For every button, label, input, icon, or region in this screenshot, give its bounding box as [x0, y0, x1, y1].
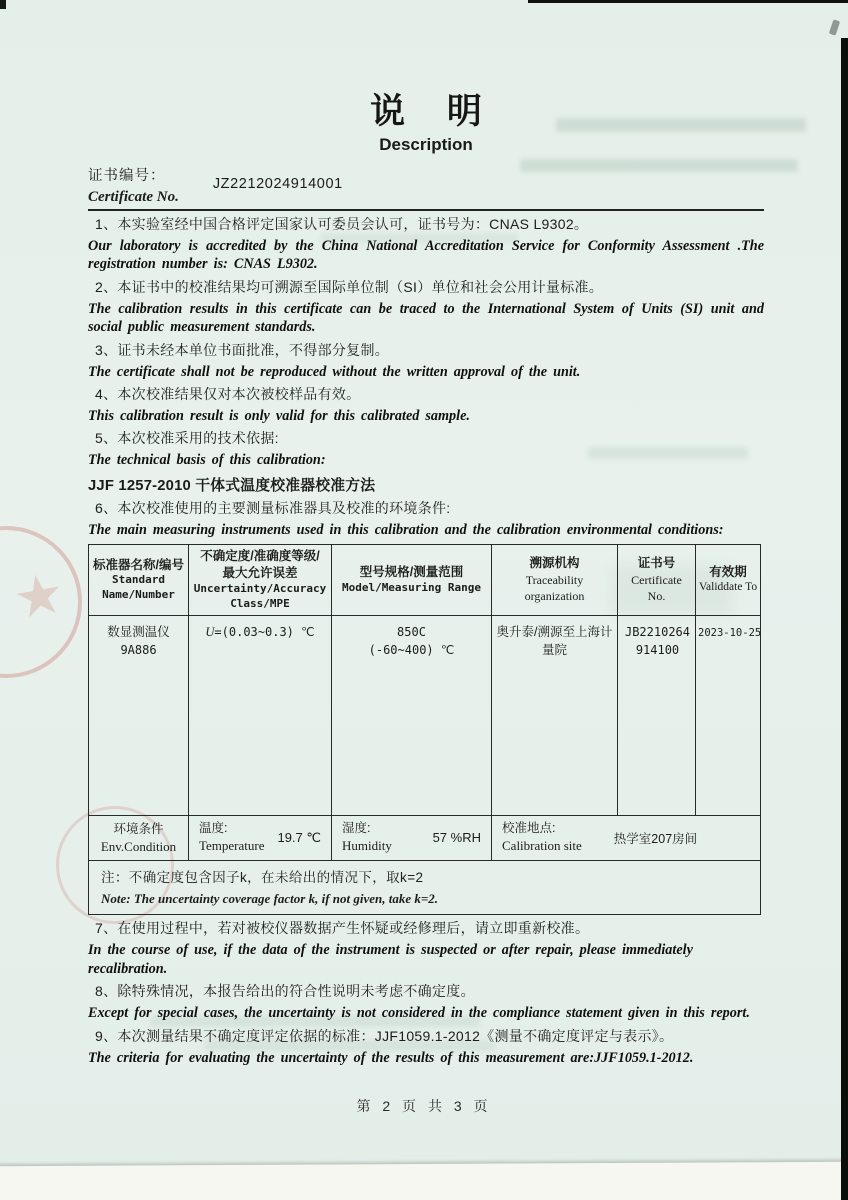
standard-number: 9A886: [120, 643, 157, 658]
site-value: 热学室207房间: [613, 831, 698, 846]
clause-8-en: Except for special cases, the uncertainty is not considered in the compliance statement given in this report.: [88, 1005, 750, 1022]
clause-9-cn: 9、本次测量结果不确定度评定依据的标准：JJF1059.1-2012《测量不确定度评定与表示》。: [95, 1027, 674, 1044]
uncertainty-symbol: U: [205, 624, 215, 639]
cell-standard-name: [89, 615, 189, 815]
cell-uncertainty: [189, 615, 332, 815]
page-title: 说 明: [370, 92, 498, 131]
clause-9-en: The criteria for evaluating the uncertainty of the results of this measurement are:JJF1059.1-2012.: [88, 1049, 694, 1066]
cell-env-condition: [89, 815, 189, 861]
certificate-number-labels: [88, 164, 179, 206]
certificate-number-row: [88, 164, 764, 206]
clause-1-cn: 1、本实验室经中国合格评定国家认可委员会认可，证书号为：CNAS L9302。: [95, 216, 589, 232]
clause-3-en: The certificate shall not be reproduced without the written approval of the unit.: [88, 363, 581, 380]
header-standard-name-en: Standard Name/Number: [102, 573, 175, 602]
clause-4-cn: 4、本次校准结果仅对本次被校样品有效。: [95, 385, 361, 402]
valid-date-value: 2023-10-25: [698, 626, 762, 639]
clause-6-en: The main measuring instruments used in this calibration and the calibration environmental conditions:: [88, 521, 724, 538]
humidity-label-cn: 湿度:: [342, 820, 371, 835]
cell-certificate-no: [618, 615, 696, 815]
cell-valid-date: [696, 615, 761, 815]
header-certificate-no-cn: 证书号: [637, 556, 676, 571]
header-model-range-cn: 型号规格/测量范围: [359, 564, 464, 579]
red-seal-star-icon: ★: [8, 560, 70, 631]
header-valid-date-en: Validdate To: [699, 581, 758, 594]
temperature-label-cn: 温度:: [199, 820, 228, 835]
clause-6-cn: 6、本次校准使用的主要测量标准器具及校准的环境条件:: [95, 499, 451, 516]
header-standard-name: [89, 545, 189, 615]
header-traceability-en: Traceability organization: [524, 573, 585, 604]
traceability-org-value: 奥升泰/溯源至上海计量院: [496, 624, 613, 658]
certificate-number-value: JZ2212024914001: [212, 176, 343, 192]
underlying-page-edge: [0, 1162, 848, 1200]
measurement-standards-table: [88, 544, 761, 915]
header-certificate-no-en: Certificate No.: [631, 573, 682, 604]
header-uncertainty-cn2: 最大允许误差: [222, 565, 298, 580]
clause-4-en: This calibration result is only valid for this calibrated sample.: [88, 407, 470, 424]
header-certificate-no: [618, 545, 696, 615]
document-body: [88, 84, 764, 1067]
standard-name-cn: 数显测温仪: [107, 624, 170, 639]
pencil-mark: [829, 19, 840, 35]
header-standard-name-cn: 标准器名称/编号: [93, 557, 184, 572]
clause-8-cn: 8、除特殊情况，本报告给出的符合性说明未考虑不确定度。: [95, 983, 475, 1000]
clause-5-en: The technical basis of this calibration:: [88, 452, 326, 469]
horizontal-rule: [88, 209, 764, 211]
cell-traceability: [492, 615, 618, 815]
certificate-number-label-cn: 证书编号：: [88, 168, 166, 184]
clause-2-en: The calibration results in this certificate can be traced to the International System of Units (SI) unit and social public measurement standards.: [88, 300, 764, 336]
clause-5-cn: 5、本次校准采用的技术依据:: [95, 430, 279, 447]
header-uncertainty: [189, 545, 332, 615]
page-number: 第 2 页 共 3 页: [356, 1098, 492, 1114]
header-model-range: [332, 545, 492, 615]
note-cn: 注：不确定度包含因子k，在未给出的情况下，取k=2: [101, 870, 424, 886]
note-row: [89, 861, 761, 915]
clause-3-cn: 3、证书未经本单位书面批准，不得部分复制。: [95, 341, 390, 358]
cell-temperature: [189, 815, 332, 861]
certificate-number-label-en: Certificate No.: [88, 189, 179, 205]
environment-row: [89, 815, 761, 861]
scan-corner-mark: [0, 0, 6, 9]
table-header-row: [89, 545, 761, 615]
clause-2-cn: 2、本证书中的校准结果均可溯源至国际单位制（SI）单位和社会公用计量标准。: [95, 278, 604, 295]
model-value: 850C: [397, 624, 426, 639]
technical-basis-reference: JJF 1257-2010 干体式温度校准器校准方法: [88, 477, 376, 494]
scan-edge-top: [528, 0, 848, 3]
cell-model-range: [332, 615, 492, 815]
temperature-label-en: Temperature: [199, 838, 265, 854]
clause-7-en: In the course of use, if the data of the instrument is suspected or after repair, please immediately recalibration.: [88, 942, 693, 977]
range-value: (-60~400) ℃: [368, 643, 455, 658]
header-traceability-cn: 溯源机构: [529, 556, 580, 571]
cell-humidity: [332, 815, 492, 861]
env-label-cn: 环境条件: [113, 821, 164, 836]
site-label-en: Calibration site: [502, 838, 582, 854]
note-en: Note: The uncertainty coverage factor k, if not given, take k=2.: [101, 891, 439, 907]
page-title-english: Description: [379, 135, 473, 154]
header-model-range-en: Model/Measuring Range: [341, 580, 482, 594]
cell-calibration-site: [492, 815, 761, 861]
clause-1-en: Our laboratory is accredited by the China National Accreditation Service for Conformity Assessment .The registration number is: CNAS L9302.: [88, 237, 764, 273]
cell-note: [89, 861, 761, 915]
header-valid-date: [696, 545, 761, 615]
temperature-value: 19.7 ℃: [277, 829, 321, 845]
header-traceability: [492, 545, 618, 615]
humidity-value: 57 %RH: [432, 830, 481, 846]
scan-edge-right: [841, 38, 848, 1200]
table-data-row: [89, 615, 761, 815]
clause-7-cn: 7、在使用过程中，若对被校仪器数据产生怀疑或经修理后，请立即重新校准。: [95, 920, 590, 937]
humidity-label-en: Humidity: [342, 838, 392, 854]
header-valid-date-cn: 有效期: [709, 564, 747, 579]
certificate-no-value: JB2210264914100: [624, 624, 691, 658]
site-label-cn: 校准地点:: [502, 820, 556, 835]
header-uncertainty-cn: 不确定度/准确度等级/: [200, 549, 320, 564]
uncertainty-value: =(0.03~0.3) ℃: [214, 624, 315, 639]
env-label-en: Env.Condition: [100, 838, 177, 854]
header-uncertainty-en: Uncertainty/Accuracy Class/MPE: [193, 581, 327, 610]
